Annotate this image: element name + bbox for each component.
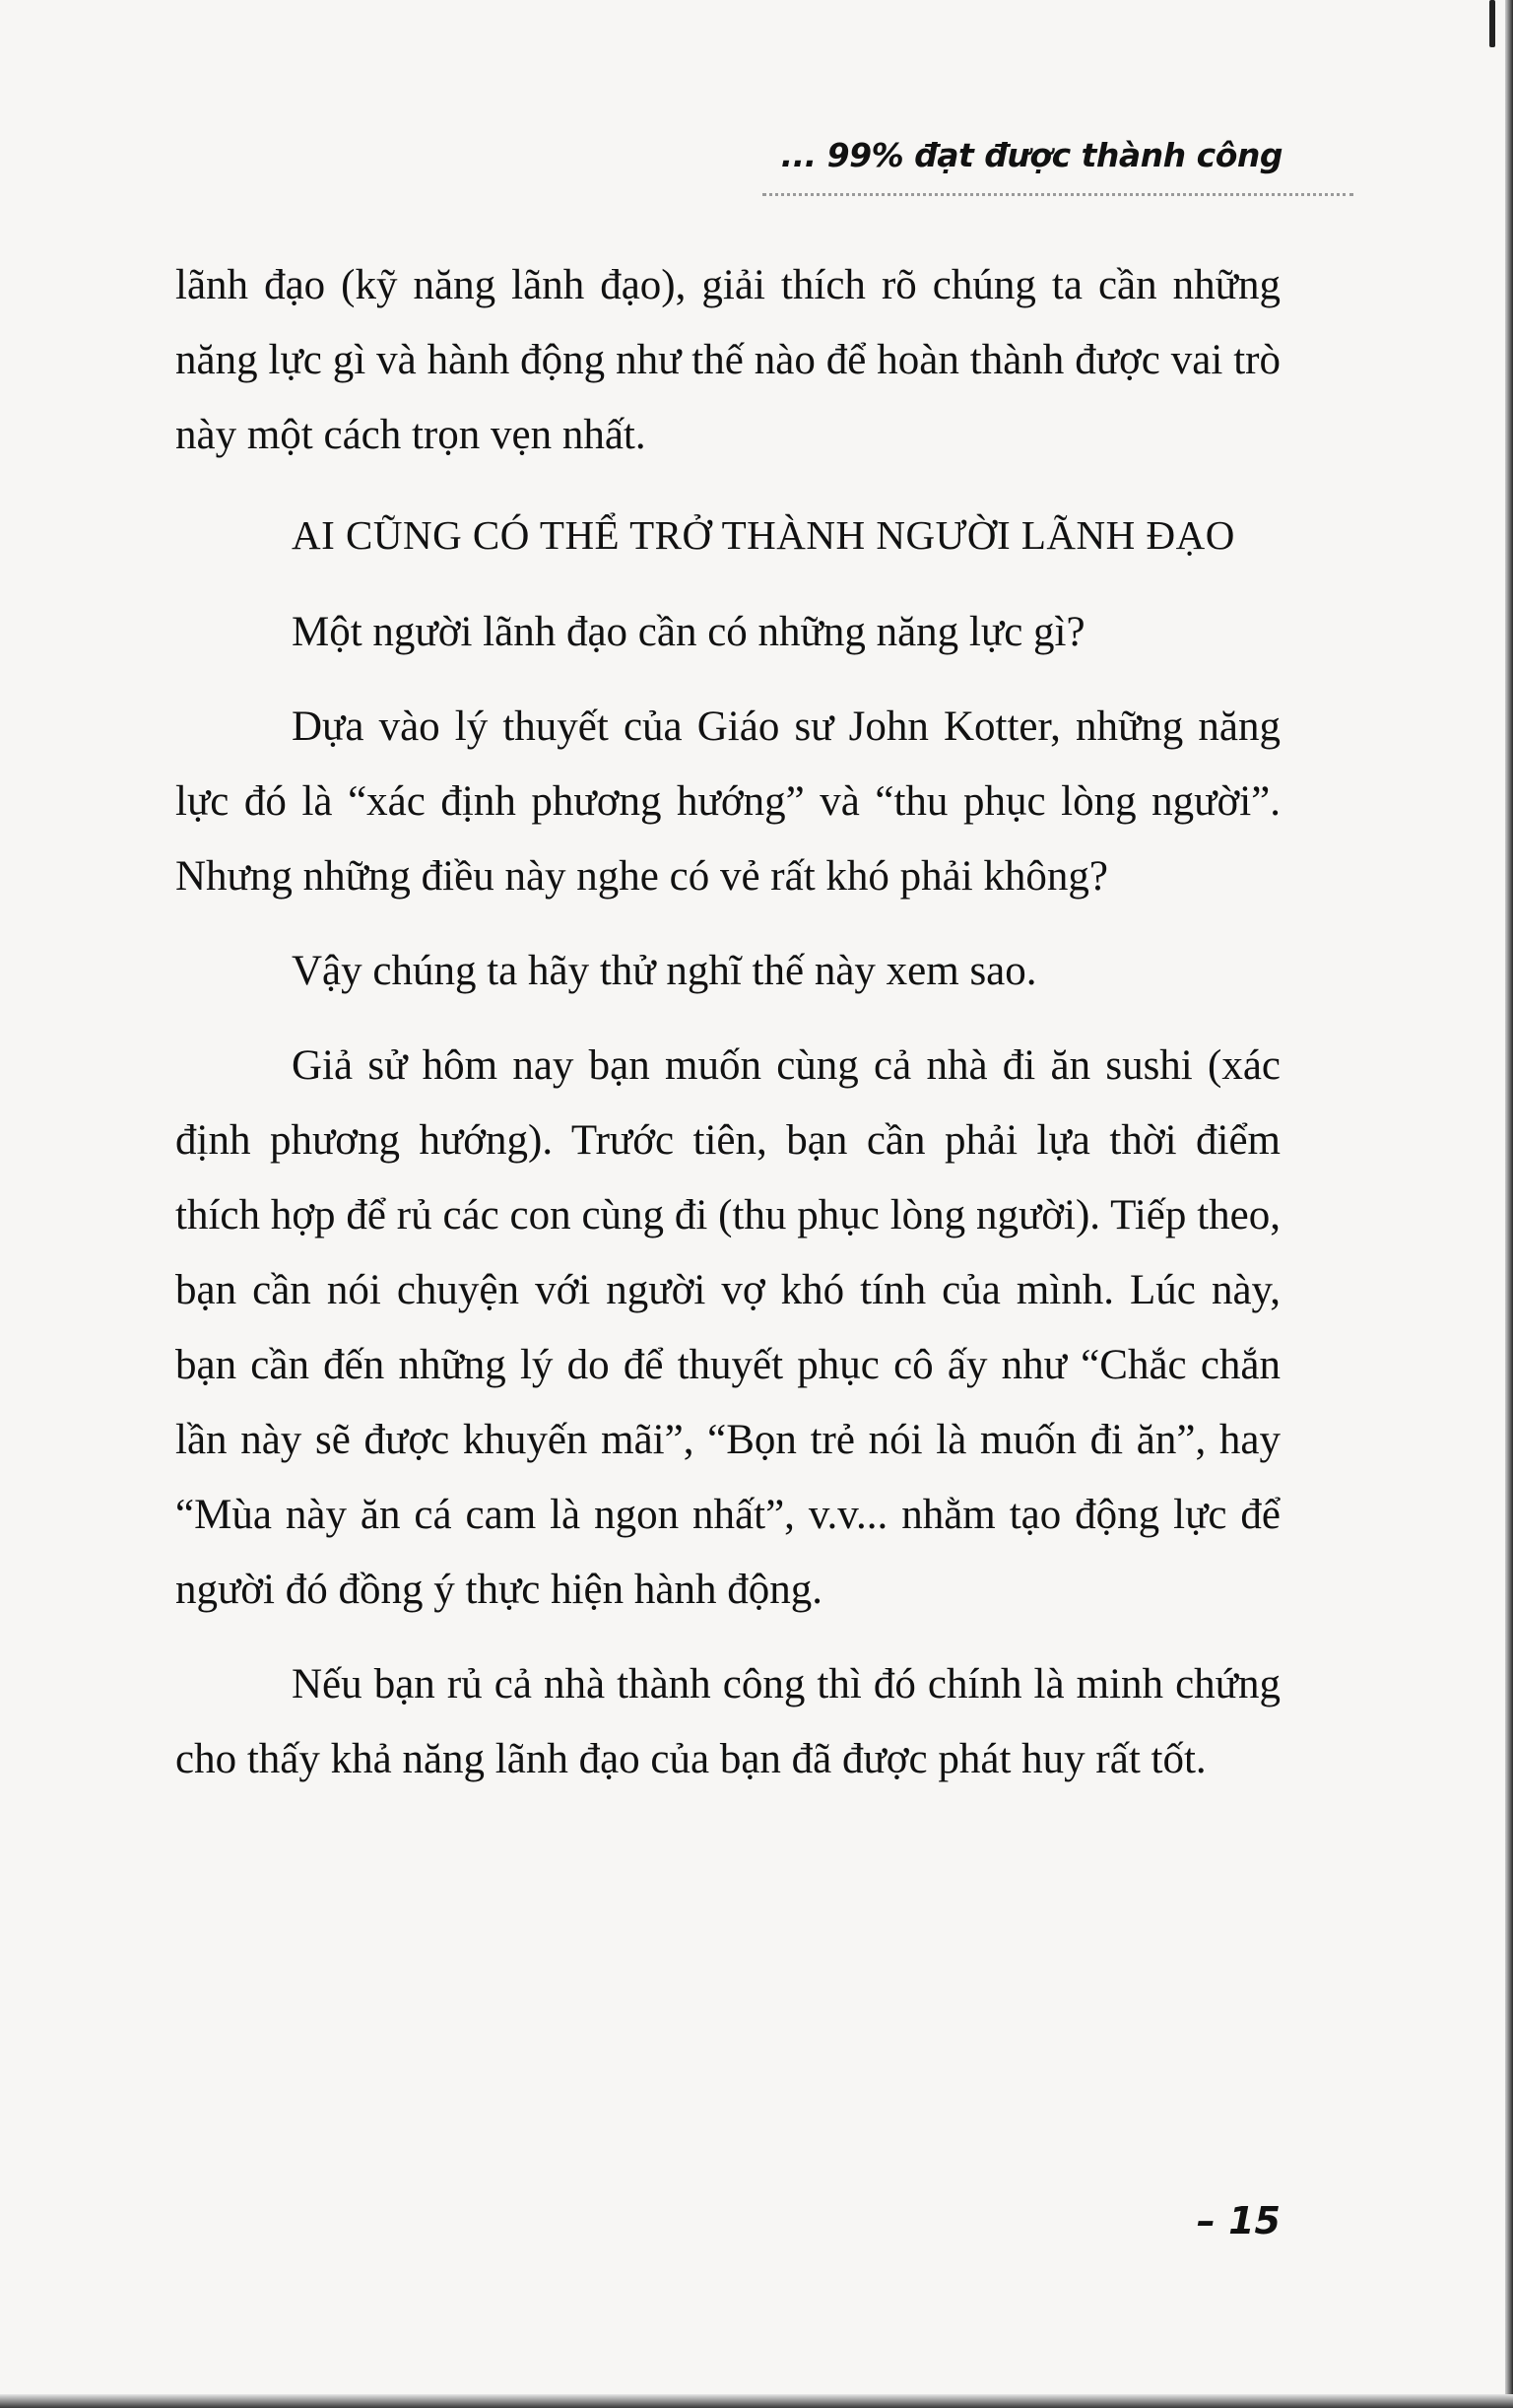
paragraph-think: Vậy chúng ta hãy thử nghĩ thế này xem sao.: [292, 948, 1037, 994]
page-edge-mark: [1489, 0, 1495, 47]
paragraph-kotter: Dựa vào lý thuyết của Giáo sư John Kotter, những năng lực đó là “xác định phương hướng” và “thu phục lòng người”. Nhưng những điều này nghe có vẻ rất khó phải không?: [175, 703, 1281, 900]
section-heading: AI CŨNG CÓ THỂ TRỞ THÀNH NGƯỜI LÃNH ĐẠO: [292, 512, 1235, 558]
page-edge-shadow: [1505, 0, 1513, 2408]
page-content: [175, 248, 1281, 1817]
paragraph-question: Một người lãnh đạo cần có những năng lực gì?: [292, 609, 1085, 655]
paragraph-sushi-example: Giả sử hôm nay bạn muốn cùng cả nhà đi ăn sushi (xác định phương hướng). Trước tiên, bạn cần phải lựa thời điểm thích hợp để rủ các con cùng đi (thu phục lòng người). Tiếp theo, bạn cần nói chuyện với người vợ khó tính của mình. Lúc này, bạn cần đến những lý do để thuyết phục cô ấy như “Chắc chắn lần này sẽ được khuyến mãi”, “Bọn trẻ nói là muốn đi ăn”, hay “Mùa này ăn cá cam là ngon nhất”, v.v... nhằm tạo động lực để người đó đồng ý thực hiện hành động.: [175, 1042, 1281, 1613]
running-header: ... 99% đạt được thành công: [780, 136, 1283, 174]
paragraph-continuation: lãnh đạo (kỹ năng lãnh đạo), giải thích rõ chúng ta cần những năng lực gì và hành động như thế nào để hoàn thành được vai trò này một cách trọn vẹn nhất.: [175, 262, 1281, 458]
paragraph-conclusion: Nếu bạn rủ cả nhà thành công thì đó chính là minh chứng cho thấy khả năng lãnh đạo của bạn đã được phát huy rất tốt.: [175, 1661, 1281, 1782]
page-number: – 15: [1196, 2199, 1281, 2242]
header-dotted-rule: [762, 193, 1353, 196]
page-bottom-shadow: [0, 2394, 1513, 2408]
